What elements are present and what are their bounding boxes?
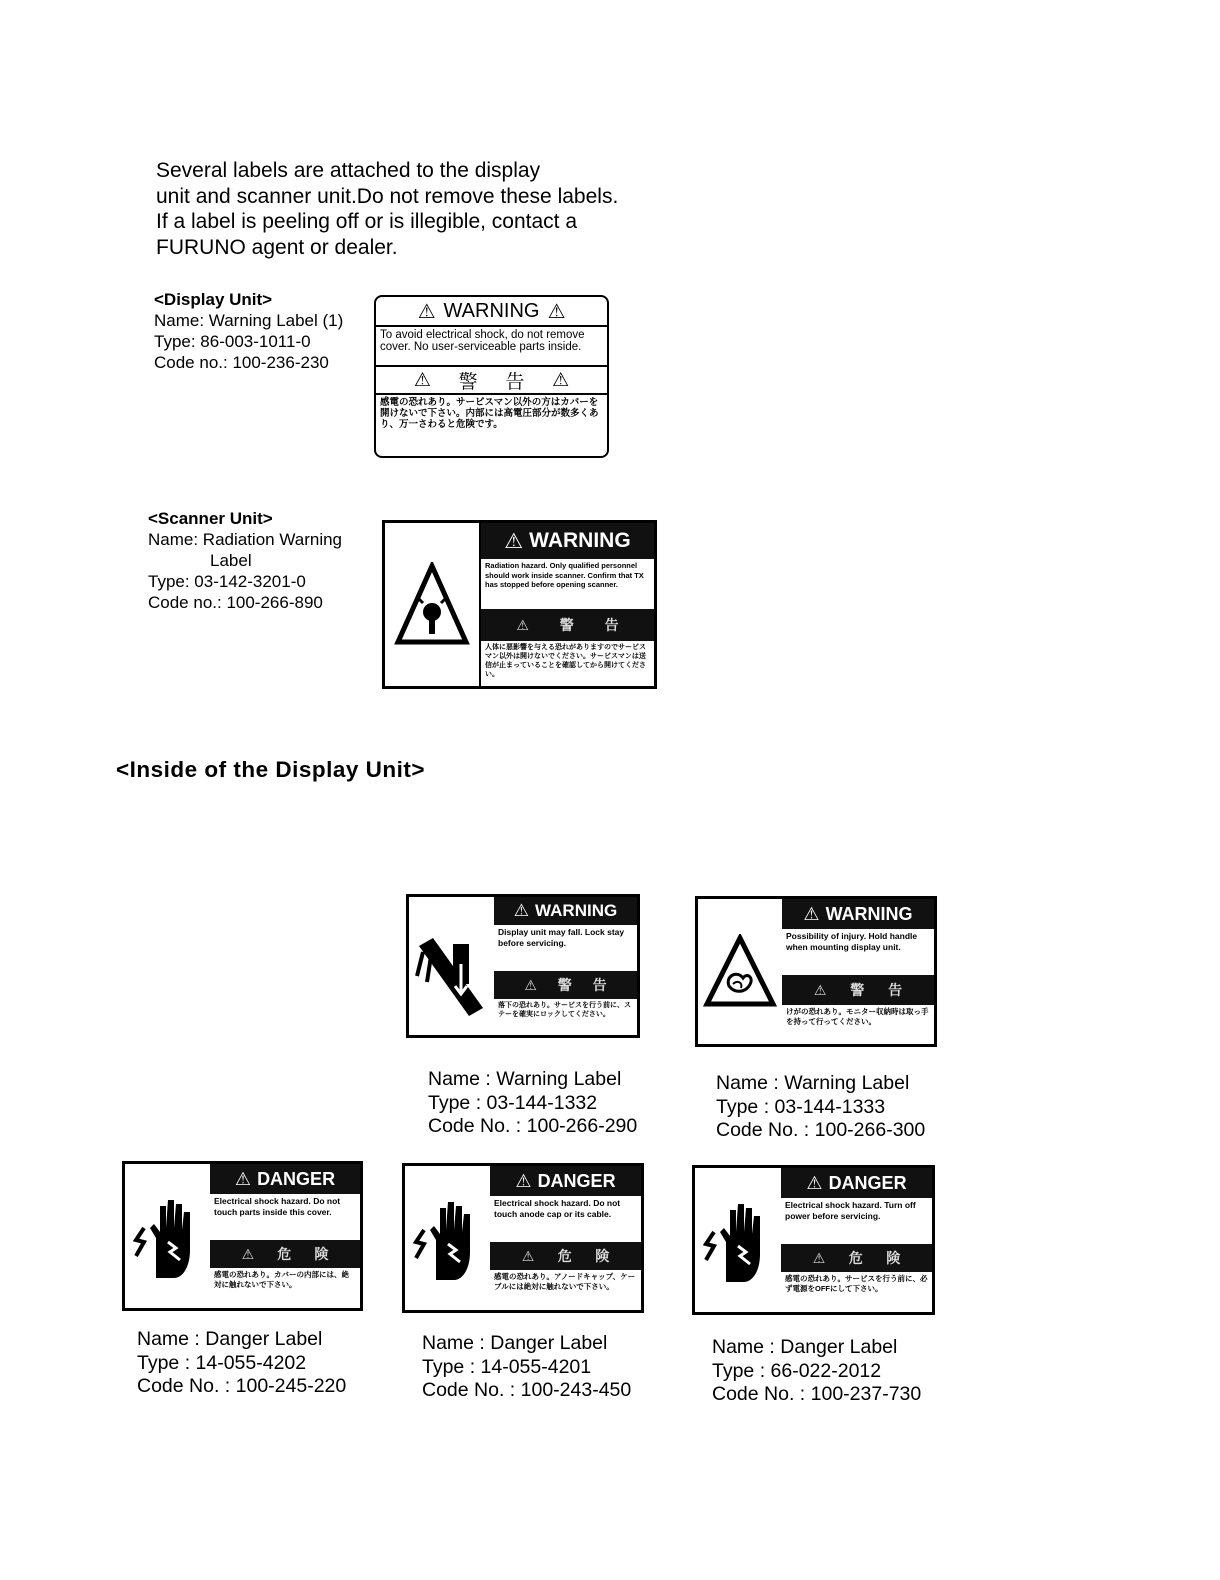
label-jp-text: 落下の恐れあり。サービスを行う前に、ステーを確実にロックしてください。 xyxy=(498,1002,631,1018)
scanner-unit-type: Type: 03-142-3201-0 xyxy=(148,572,306,591)
label-jp-text: 感電の恐れあり。カバーの内部には、絶対に触れないで下さい。 xyxy=(214,1270,349,1289)
warning-triangle-icon: ⚠ xyxy=(413,369,431,391)
label-jp-header xyxy=(782,975,934,1005)
label-title: DANGER xyxy=(537,1170,616,1191)
label-text: Electrical shock hazard. Turn off power before servicing. xyxy=(785,1200,916,1221)
label-header xyxy=(376,297,607,327)
caption-type: Type : 03-144-1333 xyxy=(716,1095,886,1118)
caption-name: Name : Danger Label xyxy=(422,1332,608,1354)
intro-line: Several labels are attached to the display xyxy=(156,159,541,182)
display-unit-info xyxy=(154,289,343,373)
electric-shock-hand-icon xyxy=(410,1190,486,1286)
intro-line: unit and scanner unit.Do not remove these labels. xyxy=(156,184,619,208)
radiation-warning-icon xyxy=(394,562,470,648)
label-pictogram xyxy=(698,899,782,1044)
label-caption xyxy=(428,1068,637,1139)
label-jp-title: 険 xyxy=(595,1248,610,1264)
label-text-panel xyxy=(210,1164,360,1308)
label-jp-title: 警 xyxy=(559,617,574,633)
scanner-radiation-warning-label xyxy=(382,520,657,689)
danger-label-cover xyxy=(122,1161,363,1311)
display-unit-code: Code no.: 100-236-230 xyxy=(154,353,329,372)
label-header xyxy=(494,897,637,925)
intro-line: FURUNO agent or dealer. xyxy=(156,235,398,259)
label-jp-header xyxy=(376,367,607,395)
label-pictogram xyxy=(695,1168,781,1312)
label-caption xyxy=(712,1336,921,1407)
scanner-unit-heading: <Scanner Unit> xyxy=(148,509,273,528)
warning-triangle-icon: ⚠ xyxy=(417,300,436,323)
danger-triangle-icon: ⚠ xyxy=(812,1249,826,1266)
label-jp-title: 危 xyxy=(848,1250,863,1266)
label-header xyxy=(210,1164,360,1194)
caption-name: Name : Warning Label xyxy=(428,1068,622,1090)
label-text-panel xyxy=(479,523,654,686)
label-jp-title: 告 xyxy=(592,977,607,993)
caption-name: Name : Danger Label xyxy=(712,1336,898,1358)
label-pictogram xyxy=(405,1166,490,1310)
danger-label-power-off xyxy=(692,1165,935,1315)
label-pictogram xyxy=(125,1164,210,1308)
warning-triangle-icon: ⚠ xyxy=(513,901,530,920)
warning-label-hold-handle xyxy=(695,896,937,1047)
warning-triangle-icon: ⚠ xyxy=(552,369,570,391)
label-caption xyxy=(137,1328,346,1399)
label-text-panel xyxy=(782,899,934,1044)
label-text: Electrical shock hazard. Do not touch parts inside this cover. xyxy=(214,1196,341,1217)
label-pictogram xyxy=(385,523,479,686)
caption-code: Code No. : 100-237-730 xyxy=(712,1383,922,1405)
label-caption xyxy=(716,1072,925,1143)
caption-code: Code No. : 100-243-450 xyxy=(422,1379,632,1401)
caption-name: Name : Danger Label xyxy=(137,1328,323,1350)
hand-pinch-icon xyxy=(703,934,777,1010)
label-title: WARNING xyxy=(443,299,540,322)
warning-triangle-icon: ⚠ xyxy=(547,300,566,323)
label-jp-text: 感電の恐れあり。サービスマン以外の方はカバーを開けないで下さい。内部には高電圧部分が数多くあり、万一さわると危険です。 xyxy=(380,397,599,430)
label-jp-text: 感電の恐れあり。アノードキャップ、ケーブルには絶対に触れないで下さい。 xyxy=(494,1272,636,1291)
label-text: Possibility of injury. Hold handle when mounting display unit. xyxy=(786,931,918,952)
label-header xyxy=(782,899,934,929)
label-header xyxy=(481,523,654,559)
label-text: To avoid electrical shock, do not remove cover. No user-serviceable parts inside. xyxy=(376,327,607,367)
caption-code: Code No. : 100-266-300 xyxy=(716,1119,926,1141)
scanner-unit-name-cont: Label xyxy=(210,551,252,570)
danger-triangle-icon: ⚠ xyxy=(515,1170,532,1191)
label-jp-title: 険 xyxy=(314,1246,329,1262)
label-title: DANGER xyxy=(828,1172,907,1193)
label-caption xyxy=(422,1332,631,1403)
scanner-unit-info xyxy=(148,508,342,613)
caption-type: Type : 14-055-4202 xyxy=(137,1351,307,1374)
warning-label-display-fall xyxy=(406,894,640,1038)
display-unit-type: Type: 86-003-1011-0 xyxy=(154,332,311,351)
caption-type: Type : 14-055-4201 xyxy=(422,1355,592,1378)
label-header xyxy=(490,1166,641,1196)
label-jp-title: 危 xyxy=(557,1248,572,1264)
falling-object-icon xyxy=(413,916,491,1016)
label-jp-title: 警 xyxy=(557,977,572,993)
display-unit-warning-label xyxy=(374,295,609,458)
label-title: WARNING xyxy=(535,901,618,920)
intro-paragraph xyxy=(156,158,676,260)
label-jp-title: 警 xyxy=(458,371,478,393)
danger-triangle-icon: ⚠ xyxy=(234,1168,252,1189)
danger-triangle-icon: ⚠ xyxy=(521,1247,535,1264)
label-text: Electrical shock hazard. Do not touch anode cap or its cable. xyxy=(494,1198,621,1219)
caption-type: Type : 66-022-2012 xyxy=(712,1359,882,1382)
caption-name: Name : Warning Label xyxy=(716,1072,910,1094)
intro-line: If a label is peeling off or is illegible, contact a xyxy=(156,210,578,233)
electric-shock-hand-icon xyxy=(130,1188,206,1284)
warning-triangle-icon: ⚠ xyxy=(813,981,827,998)
caption-code: Code No. : 100-245-220 xyxy=(137,1375,347,1397)
label-text-panel xyxy=(494,897,637,1035)
label-jp-header xyxy=(781,1244,932,1272)
danger-triangle-icon: ⚠ xyxy=(241,1245,255,1262)
label-jp-header xyxy=(490,1242,641,1270)
label-jp-title: 危 xyxy=(277,1246,292,1262)
display-unit-heading: <Display Unit> xyxy=(154,290,273,309)
label-text: Display unit may fall. Lock stay before servicing. xyxy=(498,927,625,948)
caption-type: Type : 03-144-1332 xyxy=(428,1091,598,1114)
label-jp-title: 険 xyxy=(886,1250,901,1266)
label-text-panel xyxy=(781,1168,932,1312)
label-jp-text: けがの恐れあり。モニター収納時は取っ手を持って行ってください。 xyxy=(786,1007,929,1026)
label-pictogram xyxy=(409,897,494,1035)
section-title: <Inside of the Display Unit> xyxy=(116,757,426,782)
label-jp-header xyxy=(494,971,637,999)
warning-triangle-icon: ⚠ xyxy=(516,616,529,633)
scanner-unit-name: Name: Radiation Warning xyxy=(148,530,343,549)
label-text-panel xyxy=(490,1166,641,1310)
label-jp-title: 警 xyxy=(850,982,865,998)
label-text: Radiation hazard. Only qualified personnel should work inside scanner. Confirm that TX has stopped before opening scanner. xyxy=(485,561,644,589)
label-jp-header xyxy=(210,1240,360,1268)
caption-code: Code No. : 100-266-290 xyxy=(428,1115,638,1137)
warning-triangle-icon: ⚠ xyxy=(524,976,537,993)
label-jp-title: 告 xyxy=(888,982,903,998)
warning-triangle-icon: ⚠ xyxy=(803,903,820,924)
label-header xyxy=(781,1168,932,1198)
label-title: WARNING xyxy=(529,529,631,552)
electric-shock-hand-icon xyxy=(700,1192,776,1288)
label-jp-header xyxy=(481,609,654,641)
label-jp-title: 告 xyxy=(505,371,525,393)
warning-triangle-icon: ⚠ xyxy=(504,529,524,553)
scanner-unit-code: Code no.: 100-266-890 xyxy=(148,593,323,612)
label-jp-text: 感電の恐れあり。サービスを行う前に、必ず電源をOFFにして下さい。 xyxy=(785,1274,928,1293)
display-unit-name: Name: Warning Label (1) xyxy=(154,311,344,330)
danger-label-anode-cap xyxy=(402,1163,644,1313)
label-title: DANGER xyxy=(257,1168,336,1189)
danger-triangle-icon: ⚠ xyxy=(806,1172,823,1193)
label-jp-text: 人体に悪影響を与える恐れがありますのでサービスマン以外は開けないでください。サービスマンは送信が止まっていることを確認してから開けてください。 xyxy=(485,644,646,678)
label-title: WARNING xyxy=(825,903,913,924)
label-jp-title: 告 xyxy=(604,617,619,633)
